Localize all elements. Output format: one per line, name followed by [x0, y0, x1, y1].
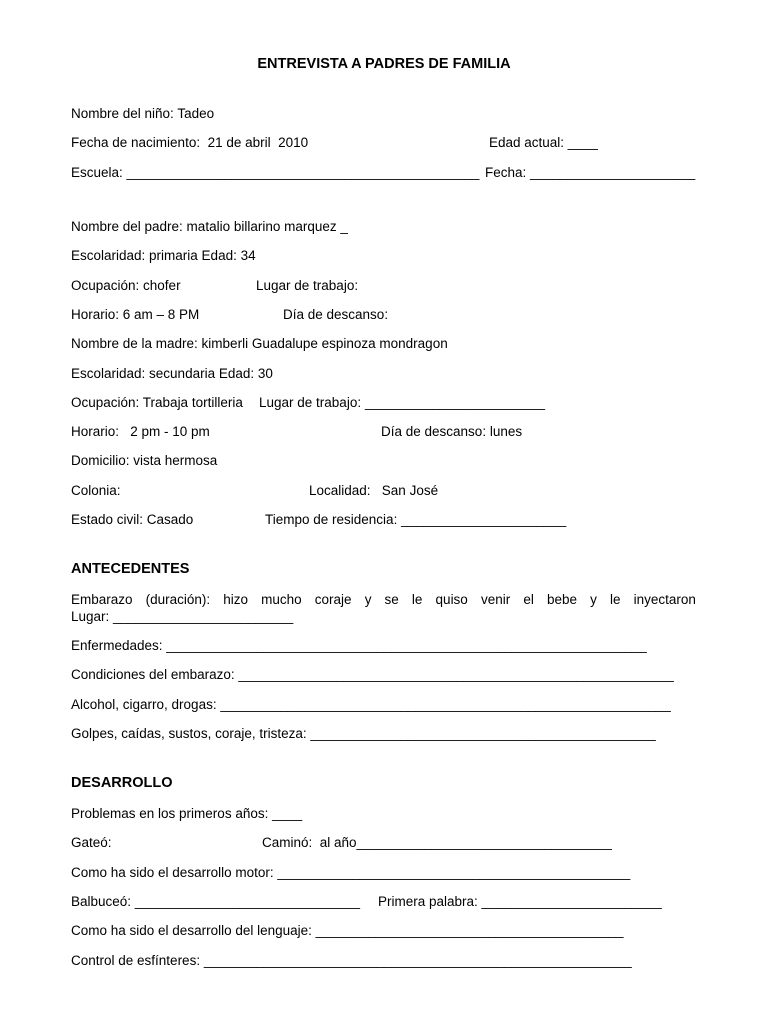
school-field: Escuela: _______________________________________________ — [71, 165, 480, 180]
mother-schooling: Escolaridad: secundaria Edad: 30 — [71, 366, 273, 381]
pregnancy-place: Lugar: ________________________ — [71, 609, 294, 624]
father-schedule: Horario: 6 am – 8 PM — [71, 307, 200, 322]
father-name: Nombre del padre: matalio billarino marquez _ — [71, 219, 348, 234]
pregnancy-word: venir — [480, 592, 511, 607]
crawled-field: Gateó: — [71, 835, 112, 850]
mother-workplace: Lugar de trabajo: ________________________ — [259, 395, 546, 410]
mother-name: Nombre de la madre: kimberli Guadalupe espinoza mondragon — [71, 336, 448, 351]
pregnancy-word: quiso — [435, 592, 468, 607]
illnesses-field: Enfermedades: ________________________________________________________________ — [71, 638, 647, 653]
pregnancy-word: Embarazo — [71, 592, 133, 607]
language-development-field: Como ha sido el desarrollo del lenguaje: _________________________________________ — [71, 923, 624, 938]
pregnancy-duration — [71, 592, 696, 608]
first-word-field: Primera palabra: ________________________ — [378, 894, 662, 909]
early-problems-field: Problemas en los primeros años: ____ — [71, 806, 303, 821]
motor-development-field: Como ha sido el desarrollo motor: _______________________________________________ — [71, 865, 631, 880]
pregnancy-word: inyectaron — [633, 592, 696, 607]
pregnancy-word: bebe — [546, 592, 577, 607]
domicile: Domicilio: vista hermosa — [71, 453, 218, 468]
pregnancy-word: hizo — [223, 592, 249, 607]
babbled-field: Balbuceó: ______________________________ — [71, 894, 361, 909]
child-current-age-field: Edad actual: ____ — [489, 135, 598, 150]
hits-field: Golpes, caídas, sustos, coraje, tristeza: ______________________________________________ — [71, 726, 656, 741]
colony: Colonia: — [71, 483, 121, 498]
child-name: Nombre del niño: Tadeo — [71, 106, 215, 121]
sphincter-control-field: Control de esfínteres: _________________________________________________________ — [71, 953, 632, 968]
child-birthdate: Fecha de nacimiento: 21 de abril 2010 — [71, 135, 309, 150]
desarrollo-heading: DESARROLLO — [71, 775, 173, 791]
residence-time: Tiempo de residencia: ______________________ — [265, 512, 567, 527]
pregnancy-word: y — [590, 592, 597, 607]
alcohol-field: Alcohol, cigarro, drogas: ____________________________________________________________ — [71, 697, 671, 712]
walked-field: Caminó: al año__________________________________ — [262, 835, 612, 850]
mother-occupation: Ocupación: Trabaja tortilleria — [71, 395, 243, 410]
father-occupation: Ocupación: chofer — [71, 278, 181, 293]
pregnancy-word: (duración): — [145, 592, 211, 607]
pregnancy-conditions-field: Condiciones del embarazo: __________________________________________________________ — [71, 667, 674, 682]
father-schooling: Escolaridad: primaria Edad: 34 — [71, 248, 256, 263]
pregnancy-word: coraje — [314, 592, 352, 607]
mother-schedule: Horario: 2 pm - 10 pm — [71, 424, 210, 439]
father-rest-day: Día de descanso: — [283, 307, 389, 322]
pregnancy-word: el — [523, 592, 534, 607]
civil-status: Estado civil: Casado — [71, 512, 194, 527]
father-workplace: Lugar de trabajo: — [256, 278, 359, 293]
date-field: Fecha: ______________________ — [485, 165, 696, 180]
pregnancy-word: mucho — [261, 592, 302, 607]
page-title: ENTREVISTA A PADRES DE FAMILIA — [257, 56, 511, 72]
pregnancy-word: y — [364, 592, 372, 607]
mother-rest-day: Día de descanso: lunes — [381, 424, 523, 439]
pregnancy-word: se — [384, 592, 399, 607]
pregnancy-word: le — [609, 592, 621, 607]
locality: Localidad: San José — [309, 483, 439, 498]
pregnancy-word: le — [411, 592, 423, 607]
antecedentes-heading: ANTECEDENTES — [71, 561, 190, 577]
